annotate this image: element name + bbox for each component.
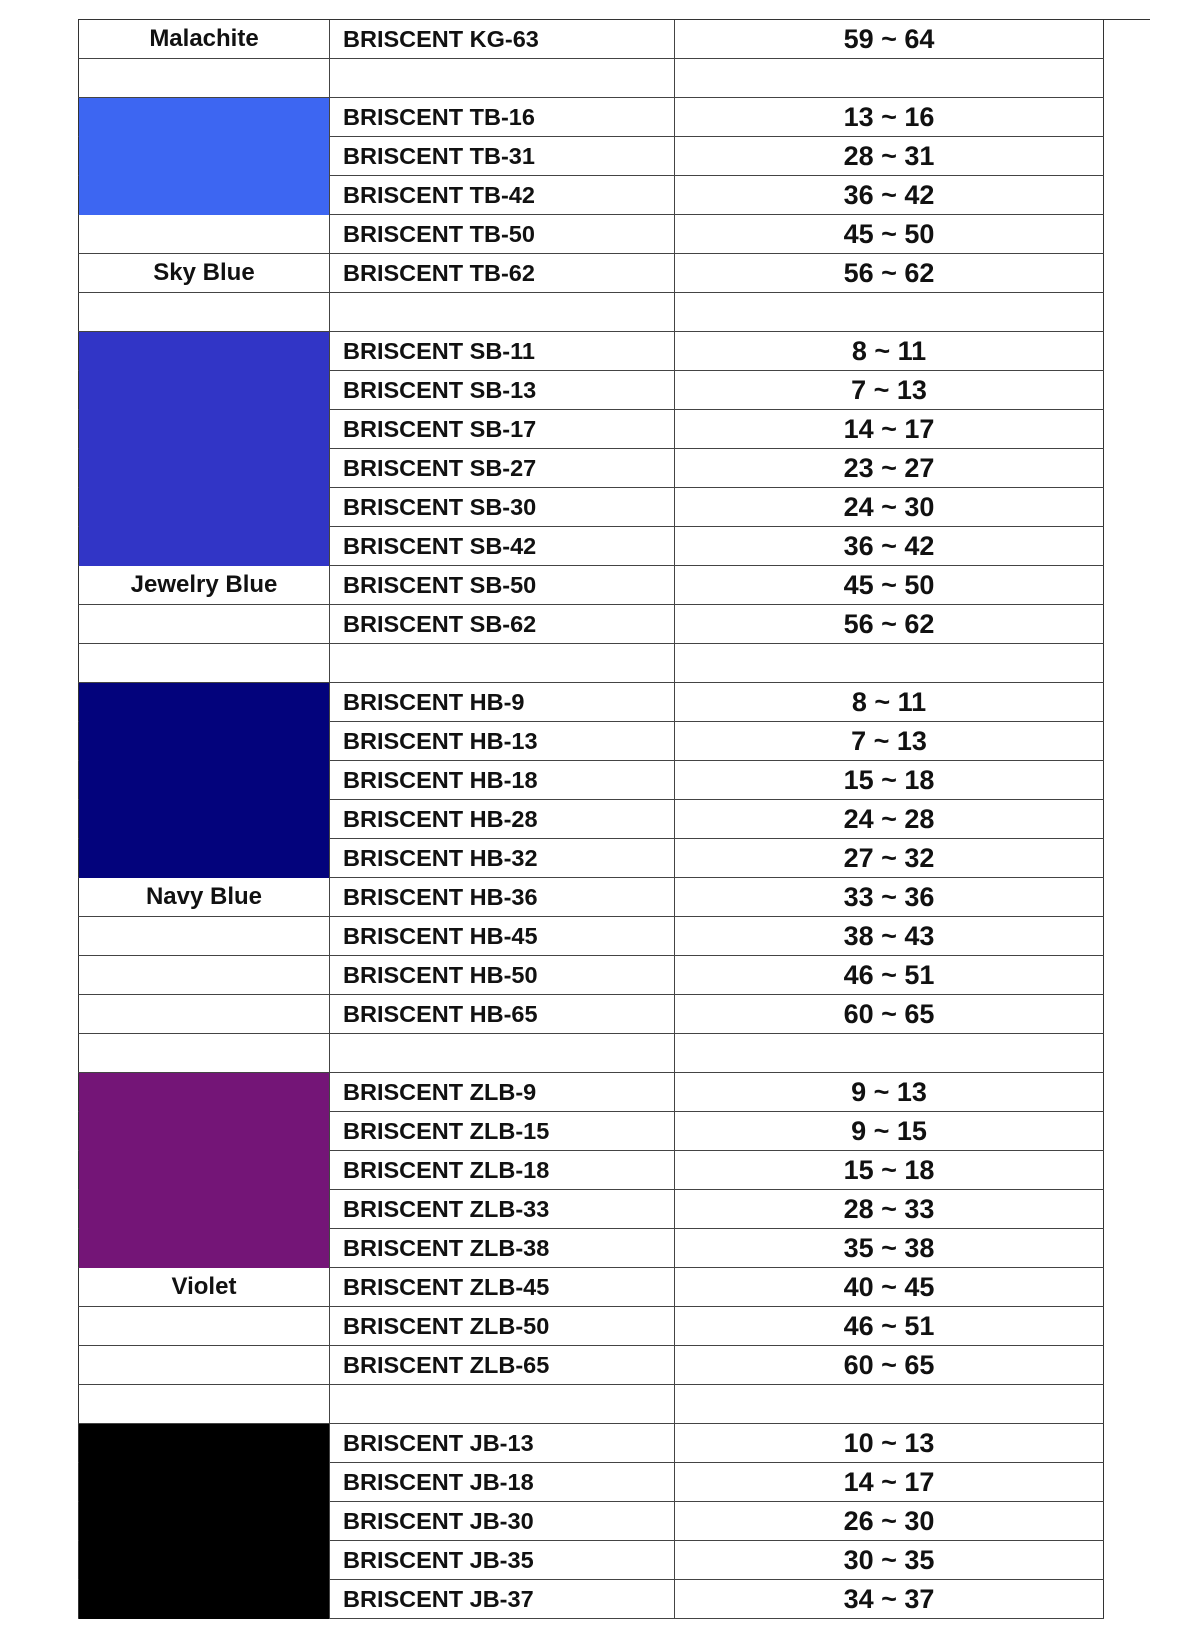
grade-name: BRISCENT ZLB-18 [330,1151,675,1189]
color-swatch [79,488,329,527]
grade-range: 13 ~ 16 [675,98,1104,136]
spacer-row [78,59,1104,98]
grade-range: 36 ~ 42 [675,176,1104,214]
grade-range: 10 ~ 13 [675,1424,1104,1462]
spacer-cell [78,293,330,331]
color-grade-table [78,20,1104,1619]
table-row [78,488,1104,527]
grade-range: 46 ~ 51 [675,1307,1104,1345]
spacer-cell [675,1385,1104,1423]
color-cell [78,800,330,838]
color-cell [78,1190,330,1228]
color-swatch [79,1463,329,1502]
table-row [78,98,1104,137]
grade-range: 40 ~ 45 [675,1268,1104,1306]
color-swatch [79,449,329,488]
grade-name: BRISCENT JB-18 [330,1463,675,1501]
color-swatch [79,1229,329,1268]
color-cell [78,956,330,994]
grade-range: 26 ~ 30 [675,1502,1104,1540]
color-name: Malachite [149,25,259,52]
color-swatch [79,371,329,410]
grade-name: BRISCENT SB-30 [330,488,675,526]
color-cell [78,410,330,448]
color-swatch [79,1580,329,1619]
table-row [78,410,1104,449]
spacer-cell [78,1034,330,1072]
color-swatch [79,1190,329,1229]
table-row [78,1541,1104,1580]
color-swatch [79,527,329,566]
color-swatch [79,176,329,215]
table-row [78,956,1104,995]
table-row [78,176,1104,215]
table-row [78,449,1104,488]
table-row [78,1307,1104,1346]
spacer-row [78,644,1104,683]
grade-range: 7 ~ 13 [675,722,1104,760]
color-swatch [79,1112,329,1151]
grade-name: BRISCENT SB-17 [330,410,675,448]
spacer-cell [330,644,675,682]
table-row [78,995,1104,1034]
color-cell [78,1502,330,1540]
color-cell [78,1151,330,1189]
grade-name: BRISCENT ZLB-38 [330,1229,675,1267]
spacer-cell [675,644,1104,682]
color-swatch [79,683,329,722]
grade-range: 60 ~ 65 [675,1346,1104,1384]
grade-name: BRISCENT TB-16 [330,98,675,136]
spacer-row [78,293,1104,332]
table-row [78,722,1104,761]
grade-range: 28 ~ 33 [675,1190,1104,1228]
color-cell [78,137,330,175]
spacer-cell [78,644,330,682]
grade-name: BRISCENT KG-63 [330,20,675,58]
table-row [78,332,1104,371]
color-cell [78,1541,330,1579]
color-cell [78,917,330,955]
color-name: Navy Blue [145,883,263,910]
color-cell [78,332,330,370]
grade-name: BRISCENT ZLB-33 [330,1190,675,1228]
spacer-cell [675,1034,1104,1072]
grade-range: 15 ~ 18 [675,1151,1104,1189]
table-row [78,254,1104,293]
grade-range: 24 ~ 28 [675,800,1104,838]
grade-name: BRISCENT HB-28 [330,800,675,838]
grade-name: BRISCENT HB-13 [330,722,675,760]
color-cell [78,566,330,604]
color-swatch [79,722,329,761]
table-row [78,1346,1104,1385]
color-cell [78,1424,330,1462]
color-cell [78,995,330,1033]
color-swatch [79,98,329,137]
spacer-cell [330,59,675,97]
table-row [78,215,1104,254]
spacer-cell [675,293,1104,331]
grade-range: 36 ~ 42 [675,527,1104,565]
grade-range: 15 ~ 18 [675,761,1104,799]
spacer-cell [330,1034,675,1072]
grade-name: BRISCENT HB-9 [330,683,675,721]
color-cell [78,488,330,526]
table-row [78,1424,1104,1463]
grade-name: BRISCENT ZLB-9 [330,1073,675,1111]
grade-name: BRISCENT JB-35 [330,1541,675,1579]
grade-name: BRISCENT SB-13 [330,371,675,409]
color-cell [78,1112,330,1150]
grade-name: BRISCENT HB-36 [330,878,675,916]
grade-name: BRISCENT TB-42 [330,176,675,214]
grade-range: 34 ~ 37 [675,1580,1104,1618]
grade-range: 23 ~ 27 [675,449,1104,487]
color-name: Jewelry Blue [130,571,278,598]
color-swatch [79,1424,329,1463]
grade-range: 9 ~ 15 [675,1112,1104,1150]
table-row [78,605,1104,644]
grade-range: 9 ~ 13 [675,1073,1104,1111]
color-swatch [79,1151,329,1190]
grade-range: 24 ~ 30 [675,488,1104,526]
grade-range: 35 ~ 38 [675,1229,1104,1267]
grade-name: BRISCENT ZLB-65 [330,1346,675,1384]
grade-range: 56 ~ 62 [675,605,1104,643]
color-cell [78,371,330,409]
table-row [78,1580,1104,1619]
grade-name: BRISCENT SB-27 [330,449,675,487]
color-swatch [79,332,329,371]
color-swatch [79,839,329,878]
grade-range: 28 ~ 31 [675,137,1104,175]
grade-range: 33 ~ 36 [675,878,1104,916]
table-row [78,878,1104,917]
color-swatch [79,137,329,176]
color-cell [78,215,330,253]
grade-range: 46 ~ 51 [675,956,1104,994]
grade-range: 45 ~ 50 [675,215,1104,253]
grade-name: BRISCENT TB-62 [330,254,675,292]
color-cell [78,1073,330,1111]
spacer-cell [330,293,675,331]
grade-range: 56 ~ 62 [675,254,1104,292]
color-cell [78,761,330,799]
grade-name: BRISCENT HB-65 [330,995,675,1033]
spacer-cell [78,59,330,97]
grade-name: BRISCENT HB-18 [330,761,675,799]
grade-name: BRISCENT TB-31 [330,137,675,175]
grade-range: 45 ~ 50 [675,566,1104,604]
grade-name: BRISCENT ZLB-50 [330,1307,675,1345]
table-row [78,761,1104,800]
table-row [78,1463,1104,1502]
table-row [78,20,1104,59]
grade-range: 27 ~ 32 [675,839,1104,877]
grade-range: 38 ~ 43 [675,917,1104,955]
color-cell [78,1268,330,1306]
color-cell [78,878,330,916]
grade-name: BRISCENT SB-11 [330,332,675,370]
table-row [78,1112,1104,1151]
grade-name: BRISCENT ZLB-15 [330,1112,675,1150]
table-row [78,1502,1104,1541]
grade-range: 60 ~ 65 [675,995,1104,1033]
table-row [78,566,1104,605]
grade-name: BRISCENT HB-45 [330,917,675,955]
grade-range: 8 ~ 11 [675,332,1104,370]
grade-name: BRISCENT SB-42 [330,527,675,565]
grade-name: BRISCENT SB-62 [330,605,675,643]
color-name: Violet [171,1273,237,1300]
color-cell [78,449,330,487]
color-swatch [79,800,329,839]
grade-name: BRISCENT SB-50 [330,566,675,604]
grade-range: 8 ~ 11 [675,683,1104,721]
color-name: Sky Blue [153,259,255,286]
spacer-cell [675,59,1104,97]
color-cell [78,1580,330,1618]
table-row [78,1151,1104,1190]
color-cell [78,20,330,58]
color-cell [78,1463,330,1501]
color-cell [78,683,330,721]
table-row [78,917,1104,956]
color-swatch [79,1073,329,1112]
grade-name: BRISCENT TB-50 [330,215,675,253]
grade-range: 59 ~ 64 [675,20,1104,58]
grade-name: BRISCENT JB-13 [330,1424,675,1462]
grade-range: 7 ~ 13 [675,371,1104,409]
table-row [78,371,1104,410]
color-swatch [79,410,329,449]
table-row [78,683,1104,722]
grade-range: 14 ~ 17 [675,1463,1104,1501]
color-cell [78,839,330,877]
grade-name: BRISCENT ZLB-45 [330,1268,675,1306]
table-row [78,839,1104,878]
grade-range: 30 ~ 35 [675,1541,1104,1579]
color-cell [78,254,330,292]
color-swatch [79,1502,329,1541]
spacer-row [78,1385,1104,1424]
table-row [78,137,1104,176]
spacer-cell [78,1385,330,1423]
table-row [78,1268,1104,1307]
color-cell [78,98,330,136]
grade-name: BRISCENT HB-32 [330,839,675,877]
color-cell [78,527,330,565]
table-row [78,800,1104,839]
color-cell [78,722,330,760]
color-cell [78,605,330,643]
grade-name: BRISCENT JB-37 [330,1580,675,1618]
color-swatch [79,761,329,800]
spacer-cell [330,1385,675,1423]
table-row [78,1229,1104,1268]
color-cell [78,176,330,214]
color-cell [78,1346,330,1384]
color-swatch [79,1541,329,1580]
spacer-row [78,1034,1104,1073]
table-row [78,1190,1104,1229]
grade-range: 14 ~ 17 [675,410,1104,448]
table-row [78,1073,1104,1112]
color-cell [78,1229,330,1267]
grade-name: BRISCENT JB-30 [330,1502,675,1540]
table-row [78,527,1104,566]
color-cell [78,1307,330,1345]
grade-name: BRISCENT HB-50 [330,956,675,994]
